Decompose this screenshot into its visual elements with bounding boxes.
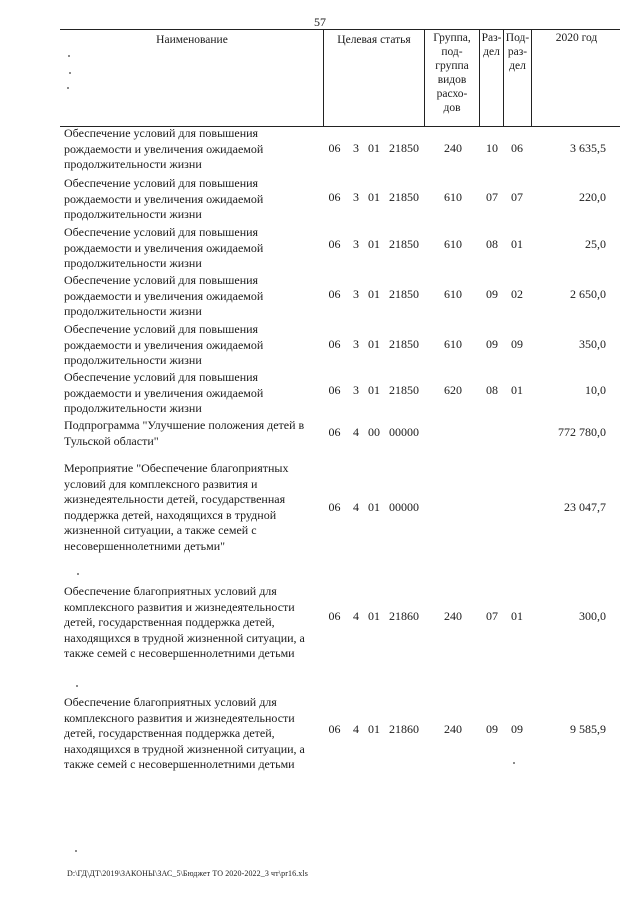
row-c2: 4 (353, 425, 359, 439)
row-c1: 06 (328, 425, 341, 439)
row-group: 240 (444, 609, 462, 623)
header-target-article: Целевая статья (337, 34, 411, 46)
row-c1: 06 (328, 190, 341, 204)
row-c3: 01 (368, 287, 380, 301)
row-section: 07 (486, 190, 498, 204)
row-c4: 21850 (389, 237, 419, 251)
row-c2: 3 (353, 190, 359, 204)
row-name: Обеспечение благоприятных условий для комплексного развития и жизнедеятельности детей, государственная поддержка детей, находящихся в трудной жизненной ситуации, а также семей с несовершеннолетними детьми (64, 695, 305, 771)
row-section: 08 (486, 237, 498, 251)
row-amount: 9 585,9 (570, 722, 606, 736)
header-year: 2020 год (555, 32, 598, 44)
row-c3: 01 (368, 722, 380, 736)
row-name: Обеспечение условий для повышения рождаемости и увеличения ожидаемой продолжительности жизни (64, 225, 264, 270)
row-subsection: 07 (511, 190, 523, 204)
row-c1: 06 (328, 287, 341, 301)
row-c2: 3 (353, 237, 359, 251)
row-name: Обеспечение условий для повышения рождаемости и увеличения ожидаемой продолжительности жизни (64, 322, 264, 367)
row-c1: 06 (328, 383, 341, 397)
row-c1: 06 (328, 237, 341, 251)
row-c2: 3 (353, 141, 359, 155)
row-name: Обеспечение условий для повышения рождаемости и увеличения ожидаемой продолжительности жизни (64, 176, 264, 221)
row-amount: 3 635,5 (570, 141, 606, 155)
scan-dot (77, 573, 79, 575)
row-group: 620 (444, 383, 462, 397)
row-subsection: 06 (511, 141, 523, 155)
file-path-footer: D:\ГД\ДТ\2019\ЗАКОНЫ\ЗАС_5\Бюджет ТО 2020-2022_3 чт\pr16.xls (67, 869, 308, 878)
row-c4: 21850 (389, 141, 419, 155)
scan-dot (76, 685, 78, 687)
row-name: Мероприятие "Обеспечение благоприятных условий для комплексного развития и жизнедеятельности детей, государственная поддержка детей, находящихся в трудной жизненной ситуации, а также семей с несовершеннолетними детьми" (64, 461, 289, 553)
header-name: Наименование (156, 34, 228, 46)
row-group: 610 (444, 190, 462, 204)
row-section: 10 (486, 141, 498, 155)
row-c3: 01 (368, 237, 380, 251)
row-amount: 300,0 (579, 609, 606, 623)
row-c1: 06 (328, 500, 341, 514)
scan-dot (68, 55, 70, 57)
row-name: Обеспечение условий для повышения рождаемости и увеличения ожидаемой продолжительности жизни (64, 370, 264, 415)
row-c4: 00000 (389, 500, 419, 514)
row-section: 09 (486, 722, 498, 736)
row-subsection: 09 (511, 337, 523, 351)
row-c3: 01 (368, 141, 380, 155)
row-c2: 4 (353, 609, 359, 623)
row-name: Обеспечение благоприятных условий для комплексного развития и жизнедеятельности детей, государственная поддержка детей, находящихся в трудной жизненной ситуации, а также семей с несовершеннолетними детьми (64, 584, 305, 660)
row-c2: 4 (353, 500, 359, 514)
row-subsection: 01 (511, 237, 523, 251)
row-name: Подпрограмма "Улучшение положения детей в Тульской области" (64, 418, 305, 448)
scan-dot (67, 87, 69, 89)
row-section: 07 (486, 609, 498, 623)
row-amount: 23 047,7 (564, 500, 606, 514)
row-c1: 06 (328, 722, 341, 736)
header-expense-group: Группа, под- группа видов расхо- дов (433, 32, 471, 114)
row-c4: 21860 (389, 722, 419, 736)
row-c4: 21850 (389, 337, 419, 351)
row-amount: 10,0 (585, 383, 606, 397)
row-amount: 2 650,0 (570, 287, 606, 301)
scan-dot (513, 762, 515, 764)
row-group: 610 (444, 237, 462, 251)
row-c2: 3 (353, 337, 359, 351)
row-group: 240 (444, 141, 462, 155)
row-section: 09 (486, 287, 498, 301)
row-c1: 06 (328, 609, 341, 623)
row-amount: 220,0 (579, 190, 606, 204)
row-section: 08 (486, 383, 498, 397)
row-amount: 25,0 (585, 237, 606, 251)
row-name: Обеспечение условий для повышения рождаемости и увеличения ожидаемой продолжительности жизни (64, 273, 264, 318)
row-c4: 00000 (389, 425, 419, 439)
row-subsection: 01 (511, 609, 523, 623)
row-group: 610 (444, 337, 462, 351)
row-c3: 01 (368, 337, 380, 351)
row-c4: 21850 (389, 287, 419, 301)
row-subsection: 01 (511, 383, 523, 397)
row-amount: 350,0 (579, 337, 606, 351)
row-c3: 01 (368, 500, 380, 514)
row-c1: 06 (328, 141, 341, 155)
row-amount: 772 780,0 (558, 425, 606, 439)
row-c2: 3 (353, 383, 359, 397)
row-c2: 3 (353, 287, 359, 301)
row-c2: 4 (353, 722, 359, 736)
row-section: 09 (486, 337, 498, 351)
row-group: 610 (444, 287, 462, 301)
row-group: 240 (444, 722, 462, 736)
row-c4: 21850 (389, 383, 419, 397)
page-number: 57 (314, 15, 326, 29)
row-c1: 06 (328, 337, 341, 351)
row-subsection: 02 (511, 287, 523, 301)
header-subsection: Под- раз- дел (505, 32, 530, 72)
row-c3: 01 (368, 190, 380, 204)
row-c4: 21860 (389, 609, 419, 623)
header-section: Раз- дел (481, 32, 502, 58)
row-subsection: 09 (511, 722, 523, 736)
row-c4: 21850 (389, 190, 419, 204)
row-name: Обеспечение условий для повышения рождаемости и увеличения ожидаемой продолжительности жизни (64, 126, 264, 171)
row-c3: 01 (368, 383, 380, 397)
scan-dot (75, 850, 77, 852)
row-c3: 01 (368, 609, 380, 623)
row-c3: 00 (368, 425, 380, 439)
scan-dot (69, 72, 71, 74)
